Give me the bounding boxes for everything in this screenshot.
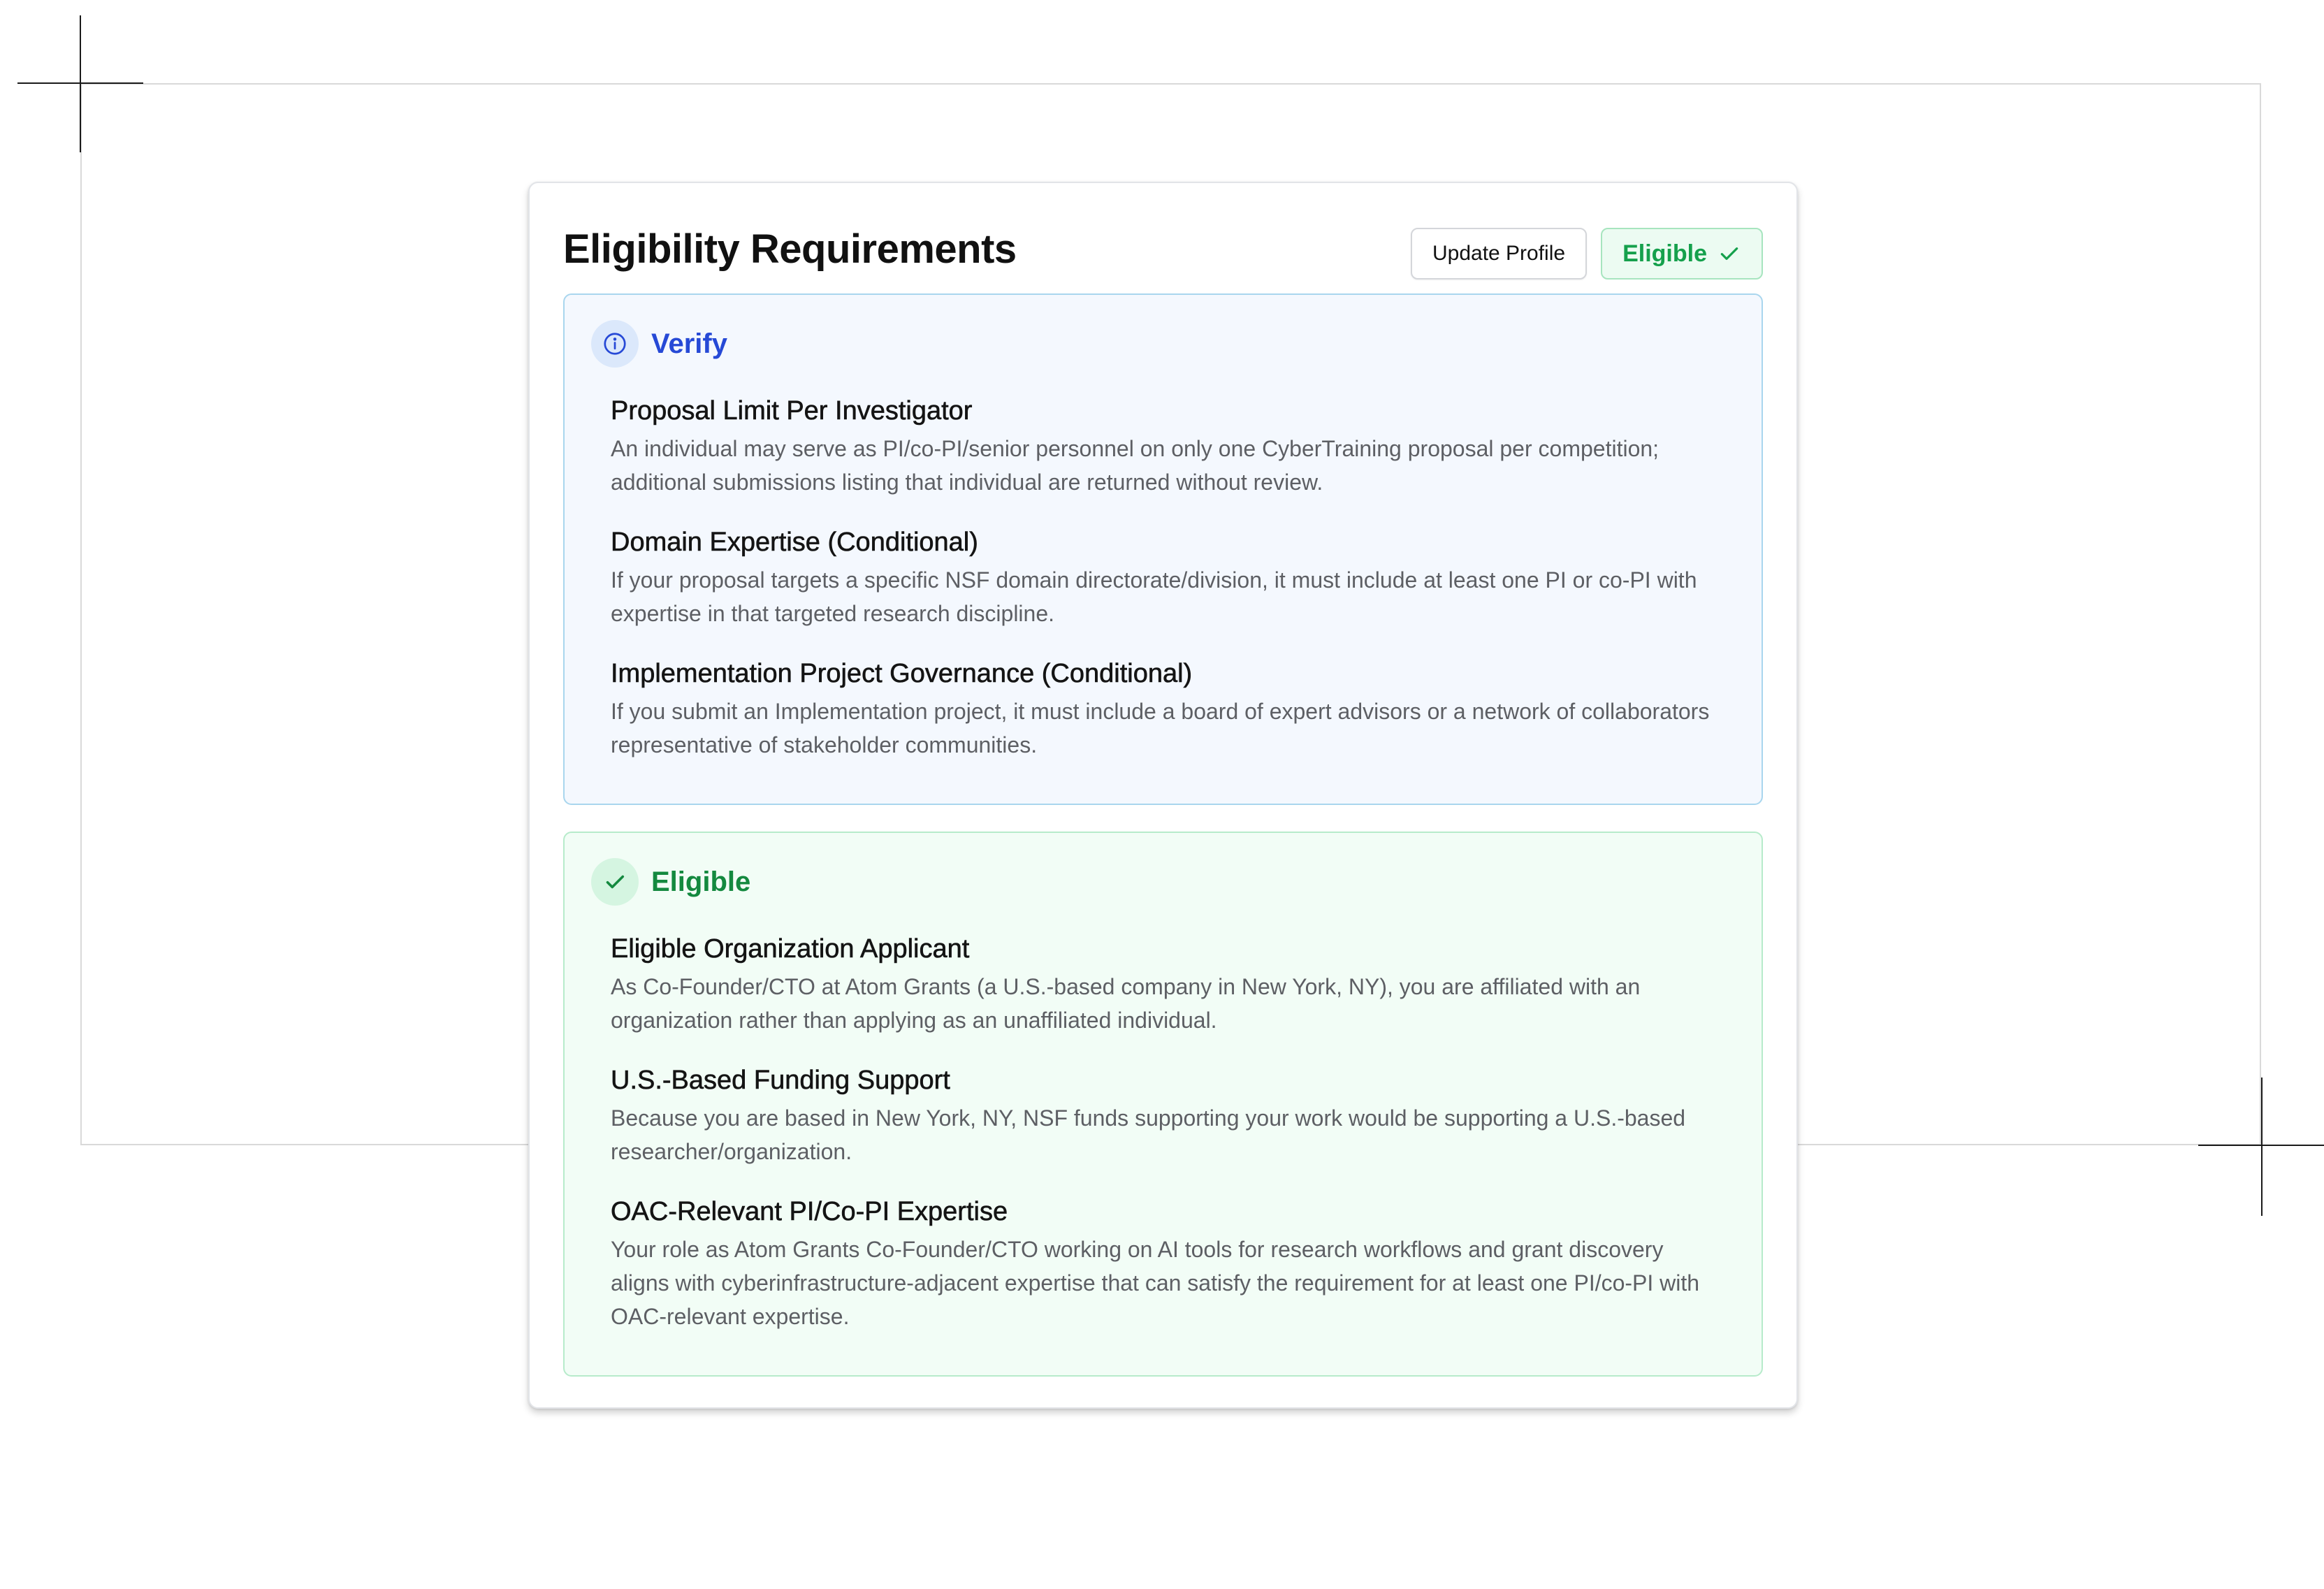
requirement-title: Proposal Limit Per Investigator <box>611 396 973 426</box>
update-profile-button[interactable]: Update Profile <box>1411 228 1587 280</box>
requirement-title: U.S.-Based Funding Support <box>611 1066 950 1095</box>
requirement-description: If your proposal targets a specific NSF domain directorate/division, it must include at least one PI or co-PI with expertise in that targeted research discipline. <box>611 567 1697 626</box>
card-header <box>563 218 1763 281</box>
requirement-item <box>611 655 1720 762</box>
eligible-section <box>563 832 1763 1377</box>
check-circle-icon <box>591 858 639 906</box>
requirement-item <box>611 1193 1720 1333</box>
requirement-title: Domain Expertise (Conditional) <box>611 528 978 557</box>
requirement-description: Your role as Atom Grants Co-Founder/CTO working on AI tools for research workflows and grant discovery aligns with cyberinfrastructure-adjacent expertise that can satisfy the requirement for at least one PI/co-PI with OAC-relevant expertise. <box>611 1237 1700 1329</box>
check-icon <box>1718 242 1741 265</box>
verify-section <box>563 293 1763 805</box>
eligible-items <box>611 931 1720 1358</box>
requirement-description: As Co-Founder/CTO at Atom Grants (a U.S.-based company in New York, NY), you are affiliated with an organization rather than applying as an unaffiliated individual. <box>611 974 1641 1033</box>
page-title: Eligibility Requirements <box>563 226 1017 272</box>
requirement-description: If you submit an Implementation project, it must include a board of expert advisors or a network of collaborators representative of stakeholder communities. <box>611 699 1710 757</box>
verify-section-label: Verify <box>651 328 727 359</box>
eligible-section-label: Eligible <box>651 866 751 897</box>
info-icon <box>591 320 639 368</box>
header-actions <box>1411 228 1763 280</box>
status-badge-label: Eligible <box>1622 240 1707 267</box>
requirement-description: Because you are based in New York, NY, NSF funds supporting your work would be supporting a U.S.-based researcher/organization. <box>611 1105 1686 1164</box>
requirement-description: An individual may serve as PI/co-PI/senior personnel on only one CyberTraining proposal per competition; additional submissions listing that individual are returned without review. <box>611 436 1660 495</box>
requirement-title: OAC-Relevant PI/Co-PI Expertise <box>611 1197 1008 1226</box>
crop-mark-bottom-right-v <box>2261 1078 2263 1216</box>
verify-section-header <box>591 320 727 368</box>
requirement-title: Eligible Organization Applicant <box>611 934 970 964</box>
crop-mark-top-left-v <box>80 15 81 152</box>
requirement-item <box>611 524 1720 630</box>
requirement-title: Implementation Project Governance (Conditional) <box>611 659 1193 688</box>
requirement-item <box>611 393 1720 499</box>
requirement-item <box>611 1062 1720 1168</box>
eligible-section-header <box>591 858 750 906</box>
verify-items <box>611 393 1720 787</box>
eligibility-card <box>528 182 1798 1409</box>
requirement-item <box>611 931 1720 1037</box>
eligibility-status-badge <box>1601 228 1763 280</box>
